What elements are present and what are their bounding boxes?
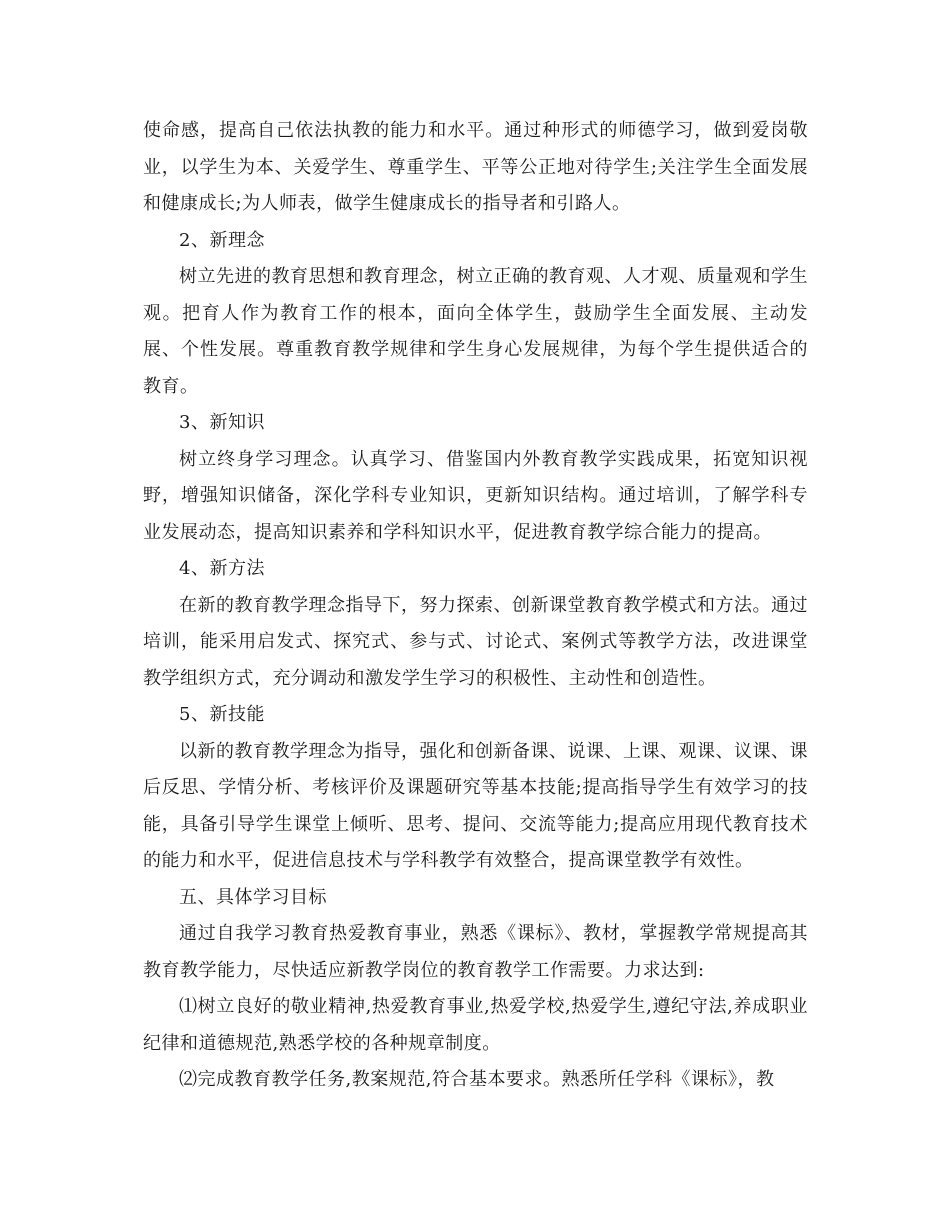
- document-body: [143, 113, 808, 1099]
- paragraph-new-skill: 以新的教育教学理念为指导，强化和创新备课、说课、上课、观课、议课、课后反思、学情分析、考核评价及课题研究等基本技能;提高指导学生有效学习的技能，具备引导学生课堂上倾听、思考、提问、交流等能力;提高应用现代教育技术的能力和水平，促进信息技术与学科教学有效整合，提高课堂教学有效性。: [143, 740, 808, 871]
- paragraph-goal-2: ⑵完成教育教学任务,教案规范,符合基本要求。熟悉所任学科《课标》，教: [179, 1069, 775, 1090]
- paragraph-continuation: 使命感，提高自己依法执教的能力和水平。通过种形式的师德学习，做到爱岗敬业，以学生为本、关爱学生、尊重学生、平等公正地对待学生;关注学生全面发展和健康成长;为人师表，做学生健康成长的指导者和引路人。: [143, 120, 808, 214]
- paragraph-goals-intro: 通过自我学习教育热爱教育事业，熟悉《课标》、教材，掌握教学常规提高其教育教学能力，尽快适应新教学岗位的教育教学工作需要。力求达到:: [143, 923, 808, 981]
- paragraph-new-method: 在新的教育教学理念指导下，努力探索、创新课堂教育教学模式和方法。通过培训，能采用启发式、探究式、参与式、讨论式、案例式等教学方法，改进课堂教学组织方式，充分调动和激发学生学习的积极性、主动性和创造性。: [143, 594, 808, 689]
- section-heading-new-skill: 5、新技能: [179, 704, 265, 725]
- section-heading-learning-goals: 五、具体学习目标: [179, 886, 327, 908]
- section-heading-new-method: 4、新方法: [179, 558, 265, 579]
- paragraph-new-knowledge: 树立终身学习理念。认真学习、借鉴国内外教育教学实践成果，拓宽知识视野，增强知识储备，深化学科专业知识，更新知识结构。通过培训，了解学科专业发展动态，提高知识素养和学科知识水平，促进教育教学综合能力的提高。: [143, 448, 808, 543]
- section-heading-new-knowledge: 3、新知识: [179, 412, 265, 433]
- section-heading-new-concept: 2、新理念: [179, 229, 265, 251]
- paragraph-goal-1: ⑴树立良好的敬业精神,热爱教育事业,热爱学校,热爱学生,遵纪守法,养成职业纪律和道德规范,熟悉学校的各种规章制度。: [143, 996, 808, 1054]
- paragraph-new-concept: 树立先进的教育思想和教育理念，树立正确的教育观、人才观、质量观和学生观。把育人作为教育工作的根本，面向全体学生，鼓励学生全面发展、主动发展、个性发展。尊重教育教学规律和学生身心发展规律，为每个学生提供适合的教育。: [143, 266, 808, 397]
